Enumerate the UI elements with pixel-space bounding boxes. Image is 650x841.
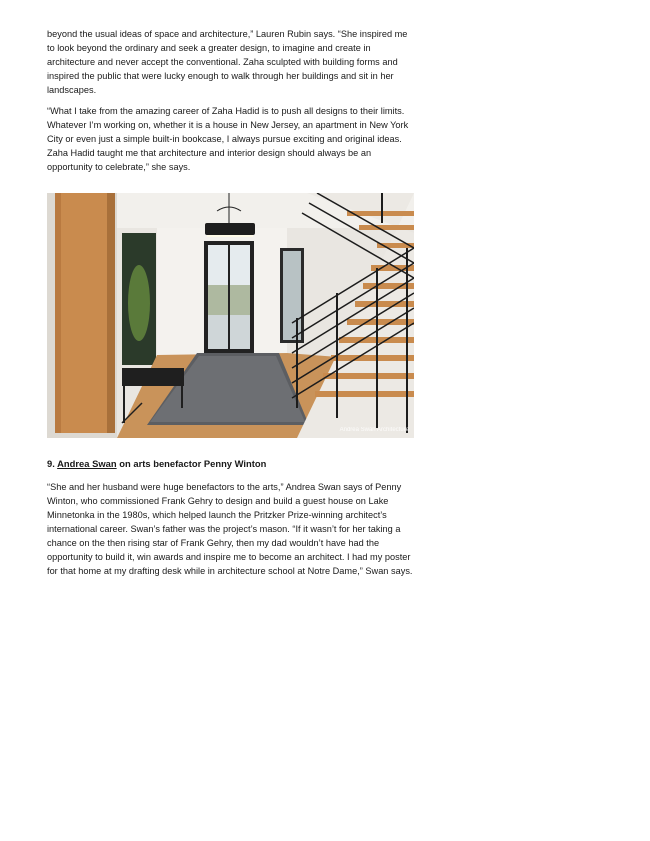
body-paragraph: beyond the usual ideas of space and architecture,” Lauren Rubin says. “She inspired me to look beyond the ordinary and seek a greater design, to imagine and create in architecture and never accept the conventional. Zaha sculpted with building forms and inspired the public that were lucky enough to walk through her buildings and sit in her landscapes. (47, 29, 408, 95)
section-heading (47, 457, 417, 471)
body-paragraph: “What I take from the amazing career of Zaha Hadid is to push all designs to their limits. Whatever I’m working on, whether it is a house in New Jersey, an apartment in New York City or even just a simple built-in bookcase, I always pursue exciting and original ideas. Zaha Hadid taught me that architecture and interior design should always be an opportunity to celebrate,” she says. (47, 106, 409, 172)
photo-credit: Andrea Swan Architecture (339, 427, 409, 433)
heading-link-andrea-swan[interactable]: Andrea Swan (57, 458, 117, 469)
interior-entryway-photo (47, 193, 414, 438)
heading-number: 9. (47, 458, 55, 469)
body-paragraph: “She and her husband were huge benefactors to the arts,” Andrea Swan says of Penny Winton, who commissioned Frank Gehry to design and build a guest house on Lake Minnetonka in the 1980s, which helped launch the Pritzker Prize-winning architect’s international career. Swan’s father was the project’s mason. “If it wasn’t for her taking a chance on the then rising star of Frank Gehry, then my dad wouldn’t have had the opportunity to build it, win awards and inspire me to become an architect. I had my poster for that home at my drafting desk while in architecture school at Notre Dame,” Swan says. (47, 482, 413, 576)
heading-text: on arts benefactor Penny Winton (119, 458, 267, 469)
